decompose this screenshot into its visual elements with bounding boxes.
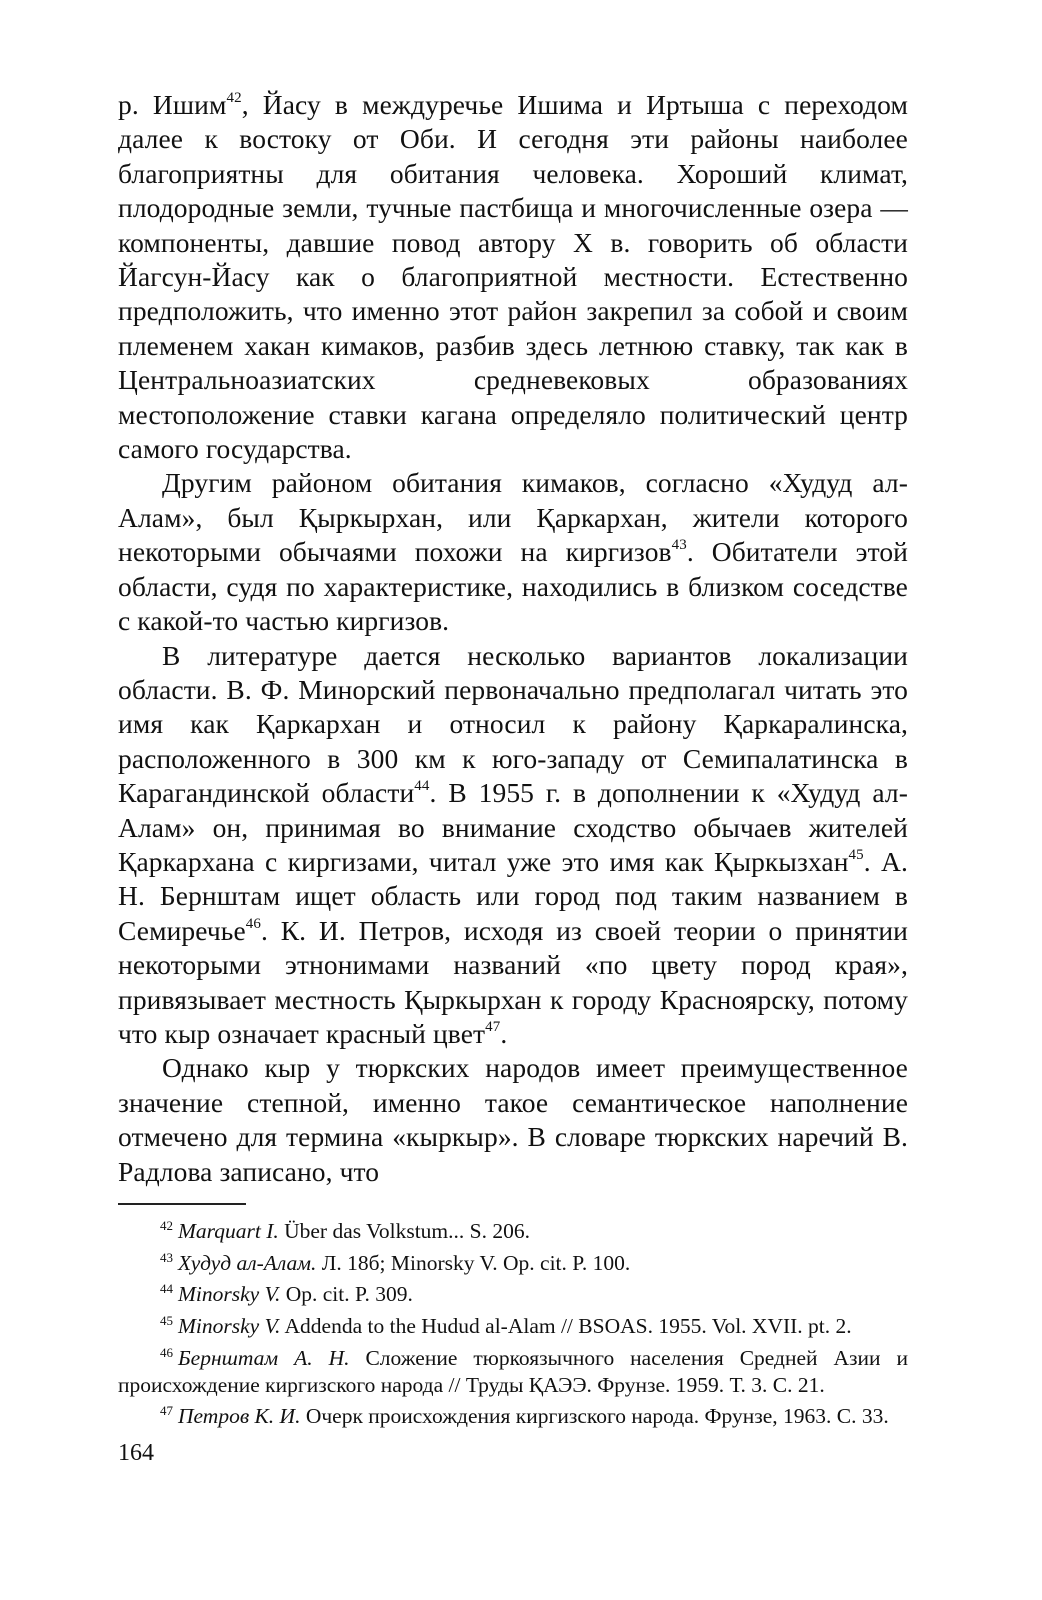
footnote-author: Бернштам А. Н.: [178, 1345, 350, 1370]
footnote-43: [118, 1245, 908, 1277]
footnote-45: [118, 1308, 908, 1340]
footnote-author: Minorsky V.: [178, 1314, 281, 1339]
text-span: , Йасу в междуречье Ишима и Иртыша с переходом далее к востоку от Оби. И сегодня эти районы наиболее благоприятны для обитания человека. Хороший климат, плодородные земли, тучные пастбища и многочисленные озера — компоненты, давшие повод автору Х в. говорить об области Йагсун-Йасу как о благоприятной местности. Естественно предположить, что именно этот район закрепил за собой и своим племенем хакан кимаков, разбив здесь летнюю ставку, так как в Центральноазиатских средневековых образованиях местоположение ставки кагана определяло политический центр самого государства.: [118, 89, 908, 465]
text-span: . К. И. Петров, исходя из своей теории о принятии некоторыми этнонимами названий «по цвету пород края», привязывает местность Қыркырхан к городу Красноярску, потому что кыр означает красный цвет: [118, 914, 908, 1049]
footnote-42: [118, 1213, 908, 1245]
footnotes: [118, 1213, 908, 1430]
text-span: В литературе дается несколько вариантов локализации области. В. Ф. Минорский первоначально предполагал читать это имя как Қаркархан и относил к району Қаркаралинска, расположенного в 300 км к юго-западу от Семипалатинска в Карагандинской области: [118, 639, 908, 809]
footnote-number: 45: [160, 1313, 173, 1329]
text-span: . В 1955 г. в дополнении к «Худуд ал-Алам» он, принимая во внимание сходство обычаев жителей Қаркархана с киргизами, читал уже это имя как Қыркызхан: [118, 777, 908, 877]
footnote-text: Сложение тюркоязычного населения Средней Азии и происхождение киргизского народа // Труды ҚАЭЭ. Фрунзе. 1959. Т. 3. С. 21.: [118, 1345, 909, 1397]
footnote-number: 44: [160, 1281, 173, 1297]
footnote-text: Л. 18б; Minorsky V. Op. cit. P. 100.: [316, 1250, 631, 1275]
footnote-text: Очерк происхождения киргизского народа. Фрунзе, 1963. С. 33.: [300, 1404, 889, 1429]
text-span: р. Ишим: [118, 89, 227, 120]
paragraph-3: [118, 639, 908, 1052]
paragraph-1: [118, 88, 908, 466]
footnote-46: [118, 1340, 908, 1398]
footnote-text: Addenda to the Hudud al-Alam // BSOAS. 1955. Vol. XVII. pt. 2.: [280, 1314, 852, 1339]
footnote-number: 47: [160, 1403, 173, 1419]
text-span: Другим районом обитания кимаков, согласно «Худуд ал-Алам», был Қыркырхан, или Қаркархан, жители которого некоторыми обычаями похожи на киргизов: [118, 467, 908, 568]
footnote-44: [118, 1276, 908, 1308]
footnote-number: 46: [160, 1344, 173, 1360]
footnote-text: Über das Volkstum... S. 206.: [278, 1219, 530, 1243]
page: [118, 88, 908, 1430]
footnote-author: Худуд ал-Алам.: [178, 1250, 317, 1275]
footnote-text: Op. cit. P. 309.: [280, 1282, 413, 1307]
footnote-ref-44[interactable]: 44: [414, 778, 430, 795]
footnote-number: 43: [160, 1249, 173, 1265]
footnote-ref-45[interactable]: 45: [848, 846, 864, 863]
footnote-ref-43[interactable]: 43: [671, 537, 687, 554]
page-number: 164: [118, 1440, 154, 1466]
paragraph-2: [118, 466, 908, 638]
paragraph-4: Однако кыр у тюркских народов имеет преимущественное значение степной, именно такое семантическое наполнение отмечено для термина «кыркыр». В словаре тюркских наречий В. Радлова записано, что: [118, 1052, 908, 1187]
footnote-divider: [118, 1203, 246, 1205]
footnote-ref-46[interactable]: 46: [245, 915, 261, 932]
footnote-author: Marquart I.: [178, 1219, 279, 1243]
main-text: [118, 88, 908, 1189]
footnote-author: Петров К. И.: [178, 1404, 301, 1429]
text-span: . Обитатели этой области, судя по характеристике, находились в близком соседстве с какой-то частью киргизов.: [118, 536, 908, 637]
footnote-author: Minorsky V.: [178, 1282, 281, 1307]
footnote-ref-42[interactable]: 42: [226, 90, 242, 106]
footnote-47: [118, 1398, 908, 1430]
footnote-ref-47[interactable]: 47: [485, 1018, 501, 1035]
footnote-number: 42: [160, 1218, 173, 1233]
text-span: . А. Н. Бернштам ищет область или город под таким названием в Семиречье: [118, 845, 908, 946]
text-span: .: [500, 1017, 508, 1049]
